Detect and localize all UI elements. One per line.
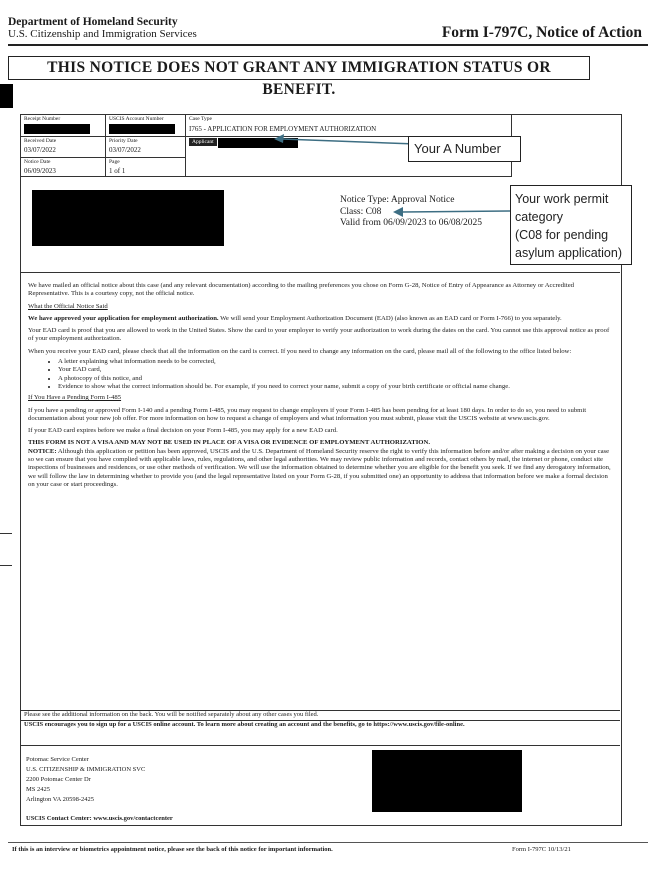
agency-header xyxy=(8,16,197,40)
a-number-callout-text: Your A Number xyxy=(414,141,501,156)
body-divider xyxy=(20,272,620,273)
redacted-account-number xyxy=(109,124,175,134)
notice-banner: THIS NOTICE DOES NOT GRANT ANY IMMIGRATION STATUS OR BENEFIT. xyxy=(8,56,590,80)
receipt-number-label: Receipt Number xyxy=(24,116,61,122)
address-line: 2200 Potomac Center Dr xyxy=(26,776,91,783)
page-value: 1 of 1 xyxy=(109,167,126,175)
work-permit-line-3: (C08 for pending xyxy=(515,228,609,242)
a-number-callout xyxy=(408,136,521,162)
agency-name: Department of Homeland Security xyxy=(8,16,178,28)
header-divider xyxy=(8,44,648,46)
notice-class: Class: C08 xyxy=(340,206,382,217)
list-item: • A letter explaining what information needs to be corrected, xyxy=(58,358,612,366)
correction-list xyxy=(28,358,612,391)
subagency-name: U.S. Citizenship and Immigration Services xyxy=(8,28,197,40)
work-permit-line-1: Your work permit xyxy=(515,192,609,206)
work-permit-line-2: category xyxy=(515,210,563,224)
margin-mark xyxy=(0,84,13,108)
work-permit-arrow xyxy=(390,204,515,220)
section-heading-official-notice: What the Official Notice Said xyxy=(28,302,108,310)
received-date-label: Received Date xyxy=(24,138,57,144)
footer-divider xyxy=(20,745,620,746)
list-item: • A photocopy of this notice, and xyxy=(58,375,612,383)
paragraph-ead-expires: If your EAD card expires before we make a final decision on your Form I-485, you may apply for a new EAD card. xyxy=(28,427,338,435)
list-item: • Your EAD card, xyxy=(58,366,612,374)
margin-tick xyxy=(0,565,12,566)
paragraph-not-a-visa: THIS FORM IS NOT A VISA AND MAY NOT BE USED IN PLACE OF A VISA OR EVIDENCE OF EMPLOYMENT AUTHORIZATION. xyxy=(28,439,431,447)
redacted-address xyxy=(32,190,224,246)
priority-date-label: Priority Date xyxy=(109,138,138,144)
page-label: Page xyxy=(109,159,120,165)
a-number-arrow xyxy=(270,130,420,150)
paragraph-approval: We have approved your application for employment authorization. We will send your Employment Authorization Document (EAD) (also known as an EAD card or Form I-766) to you separately. xyxy=(28,314,562,322)
notice-date-label: Notice Date xyxy=(24,159,51,165)
case-type-value: I765 - APPLICATION FOR EMPLOYMENT AUTHORIZATION xyxy=(189,125,377,133)
paragraph-courtesy-copy: We have mailed an official notice about this case (and any relevant documentation) according to the mailing preferences you chose on Form G-28, Notice of Entry of Appearance as Attorney or Accredited Representative. This is a courtesy copy, not the official notice. xyxy=(28,282,575,298)
work-permit-callout xyxy=(510,185,632,265)
case-type-label: Case Type xyxy=(189,116,212,122)
online-account-note: USCIS encourages you to sign up for a USCIS online account. To learn more about creating an account and the benefits, go to https://www.uscis.gov/file-online. xyxy=(24,721,465,728)
address-line: Potomac Service Center xyxy=(26,756,89,763)
address-line: MS 2425 xyxy=(26,786,51,793)
applicant-label: Applicant xyxy=(189,138,217,146)
service-center-address xyxy=(26,755,145,805)
section-heading-pending-i485: If You Have a Pending Form I-485 xyxy=(28,394,122,402)
notice-date-value: 06/09/2023 xyxy=(24,167,56,175)
list-item: • Evidence to show what the correct information should be. For example, if you need to correct your name, submit a copy of your birth certificate or official name change. xyxy=(58,383,612,391)
margin-tick xyxy=(0,533,12,534)
received-date-value: 03/07/2022 xyxy=(24,146,56,154)
form-title: Form I-797C, Notice of Action xyxy=(441,24,642,41)
paragraph-change-employers: If you have a pending or approved Form I-140 and a pending Form I-485, you may request to change employers if your Form I-485 has been pending for at least 180 days. In order to do so, you need to submit documentation about your new job offer. For more information on how to request a change of employers and what information you must submit, please visit the USCIS website at www.uscis.gov. xyxy=(28,406,587,422)
bottom-note: If this is an interview or biometrics appointment notice, please see the back of this notice for important information. xyxy=(12,846,333,853)
address-line: Arlington VA 20598-2425 xyxy=(26,796,95,803)
priority-date-value: 03/07/2022 xyxy=(109,146,141,154)
work-permit-line-4: asylum application) xyxy=(515,246,622,260)
notice-type: Notice Type: Approval Notice xyxy=(340,195,455,205)
form-id: Form I-797C 10/13/21 xyxy=(512,846,571,853)
redacted-receipt-number xyxy=(24,124,90,134)
paragraph-notice: NOTICE: Although this application or petition has been approved, USCIS and the U.S. Department of Homeland Security reserve the right to verify this information before and/or after making a decision on your case so we can ensure that you have complied with applicable laws, rules, regulations, and other legal authorities. We may review public information and records, contact others by mail, the internet or phone, conduct site inspections of businesses and residences, or use other methods of verification. We will use the information obtained to determine whether you are eligible for the benefit you seek. If we find any derogatory information, we will follow the law in determining whether to provide you (and the legal representative listed on your Form G-28, if you submitted one) an opportunity to address that information before we make a formal decision on your case or start proceedings. xyxy=(28,447,611,488)
redacted-barcode xyxy=(372,750,522,812)
bottom-divider xyxy=(8,842,648,843)
contact-center: USCIS Contact Center: www.uscis.gov/contactcenter xyxy=(26,815,173,822)
address-line: U.S. CITIZENSHIP & IMMIGRATION SVC xyxy=(26,766,146,773)
notice-valid-dates: Valid from 06/09/2023 to 06/08/2025 xyxy=(340,218,482,228)
additional-info-note: Please see the additional information on the back. You will be notified separately about any other cases you filed. xyxy=(24,711,319,718)
notice-body-text xyxy=(28,282,612,493)
paragraph-ead-proof: Your EAD card is proof that you are allowed to work in the United States. Show the card to your employer to verify your authorization to work during the dates on the card. You cannot use this approval notice as proof of your employment authorization. xyxy=(28,327,610,343)
account-number-label: USCIS Account Number xyxy=(109,116,164,122)
paragraph-check-info: When you receive your EAD card, please check that all the information on the card is correct. If you need to change any information on the card, please mail all of the following to the office listed below: xyxy=(28,347,572,355)
